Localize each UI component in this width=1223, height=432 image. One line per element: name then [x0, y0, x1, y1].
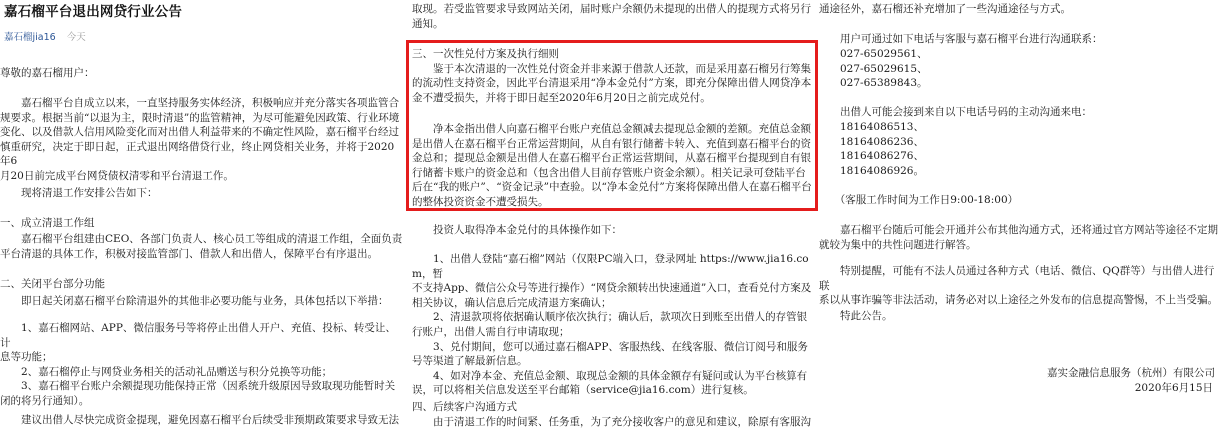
service-phone-list [819, 47, 928, 91]
section-heading: 三、一次性兑付方案及执行细则 [412, 48, 559, 60]
text-line: 由于清退工作的时间紧、任务重，为了充分接收客户的意见和建议，除原有客服沟 [412, 416, 811, 428]
list-item: 闭的将另行通知）。 [0, 394, 90, 407]
section-1-body [0, 232, 402, 261]
list-item: 误，可以将相关信息发送至平台邮箱（service@jia16.com）进行复核。 [412, 384, 754, 397]
text-line: 建议出借人尽快完成资金提现，避免因嘉石榴平台后续受非预期政策要求导致无法 [0, 414, 399, 426]
text-line: 是出借人在嘉石榴平台正常运营期间，从自有银行储蓄卡转入、充值到嘉石榴平台的资 [412, 137, 811, 150]
text-line: 金不遭受损失，并将于即日起至2020年6月20日之前完成兑付。 [412, 91, 711, 104]
caller-phone-list [819, 120, 924, 178]
text-line: 月20日前完成平台网贷债权清零和平台清退工作。 [0, 169, 234, 182]
text-line: 系以从事诈骗等非法活动，请务必对以上途径之外发布的信息提高警惕，不上当受骗。 [819, 294, 1218, 307]
signing-date: 2020年6月15日 [1134, 382, 1213, 394]
text-line: 行储蓄卡账户的资金总和（包含出借人目前存管账户资金余额）。相关记录可登陆平台 [412, 166, 806, 179]
phone-number: 18164086926。 [819, 164, 924, 177]
phone-number: 027-65029561、 [819, 48, 928, 60]
phone-number: 027-65389843。 [819, 77, 928, 90]
page-title: 嘉石榴平台退出网贷行业公告 [4, 4, 183, 20]
text-line: 嘉石榴平台组建由CEO、各部门负责人、核心员工等组成的清退工作组，全面负责 [0, 233, 403, 245]
text-line: 嘉石榴平台自成立以来，一直坚持服务实体经济，积极响应并充分落实各项监管合 [0, 97, 399, 109]
phone-number: 18164086236、 [819, 135, 924, 148]
list-item: 相关协议，确认信息后完成清退方案确认； [412, 296, 612, 309]
text-line: 规要求。根据当前“以退为主，限时清退”的监管精神，为尽可能避免因政策、行业环境 [0, 111, 400, 124]
text-line: 平台清退的具体工作，积极对接监管部门、借款人和出借人，保障平台有序退出。 [0, 247, 378, 260]
list-item: 1、嘉石榴网站、APP、微信服务号等将停止出借人开户、充值、投标、转受让、计 [0, 322, 396, 349]
continued-paragraph [412, 2, 811, 31]
service-hours: （客服工作时间为工作日9:00-18:00） [819, 194, 1019, 206]
list-item: 3、兑付期间，您可以通过嘉石榴APP、客服热线、在线客服、微信订阅号和服务 [412, 340, 808, 353]
text-line: 就较为集中的共性问题进行解答。 [819, 238, 977, 251]
closing-line: 特此公告。 [819, 310, 893, 322]
text-line: 通途径外，嘉石榴还补充增加了一些沟通途径与方式。 [819, 3, 1071, 15]
steps-list [412, 252, 814, 398]
text-line: 的流动性支持资金，因此平台清退采用“净本金兑付”方案，即充分保障出借人网贷净本 [412, 77, 812, 90]
callers-intro: 出借人可能会接到来自以下电话号码的主动沟通来电： [819, 106, 1092, 118]
steps-intro: 投资人取得净本金兑付的具体操作如下： [412, 224, 622, 236]
text-line: 嘉石榴平台随后可能会开通并公布其他沟通方式，还将通过官方网站等途径不定期 [819, 224, 1218, 236]
post-meta [4, 31, 86, 46]
section-heading: 二、关闭平台部分功能 [0, 278, 105, 290]
author-link[interactable]: 嘉石榴jia16 [4, 32, 56, 43]
section-2-intro: 即日起关闭嘉石榴平台除清退外的其他非必要功能与业务，具体包括以下举措： [0, 295, 389, 307]
highlight-box [406, 40, 818, 211]
text-line: 取现。若受监管要求导致网站关闭，届时账户余额仍未提现的出借人的提现方式将另行 [412, 3, 811, 15]
list-item: 4、如对净本金、充值总金额、取现总金额的具体金额存有疑问或认为平台核算有 [412, 369, 808, 382]
section-heading: 四、后续客户沟通方式 [412, 401, 517, 413]
text-line: 后在“我的账户”、“资金记录”中查验。以“净本金兑付”方案将保障出借人在嘉石榴平台 [412, 181, 812, 194]
fraud-warning-paragraph [819, 264, 1223, 308]
text-line: 特别提醒，可能有不法人员通过各种方式（电话、微信、QQ群等）与出借人进行联 [819, 265, 1215, 292]
phone-intro: 用户可通过如下电话与客服与嘉石榴平台进行沟通联系： [819, 33, 1103, 45]
intro-paragraph [0, 96, 404, 184]
list-item: 行账户，出借人需自行申请取现； [412, 325, 570, 338]
list-item: 2、清退款项将依据确认顺序依次执行；确认后，款项次日到账至出借人的存管银 [412, 311, 808, 324]
text-line: 变化、以及借款人信用风险变化而对出借人利益带来的不确定性风险，嘉石榴平台经过 [0, 126, 399, 139]
list-item: 号等渠道了解最新信息。 [412, 355, 528, 368]
announcement-column-left [0, 0, 404, 432]
text-line: 慎重研究，决定于即日起，正式退出网络借贷行业，终止网贷相关业务，并将于2020年6 [0, 140, 395, 168]
signer: 嘉实金融信息服务（杭州）有限公司 [1047, 367, 1215, 379]
arrangement-intro: 现将清退工作安排公告如下： [0, 187, 158, 199]
section-heading: 一、成立清退工作组 [0, 217, 95, 229]
other-channels-paragraph [819, 223, 1218, 252]
phone-number: 18164086513、 [819, 121, 924, 133]
text-line: 鉴于本次清退的一次性兑付资金并非来源于借款人还款，而是采用嘉石榴另行筹集 [412, 62, 811, 75]
list-item: 不支持App、微信公众号等进行操作）“网贷余额转出快速通道”入口，查看兑付方案及 [412, 282, 812, 295]
text-line: 通知。 [412, 17, 444, 30]
post-time: 今天 [66, 32, 86, 43]
announcement-column-right [817, 0, 1223, 432]
phone-number: 18164086276、 [819, 150, 924, 163]
list-item: 息等功能； [0, 351, 53, 364]
section-2-list [0, 321, 404, 409]
list-item: 2、嘉石榴停止与网贷业务相关的活动礼品赠送与积分兑换等功能； [0, 365, 333, 378]
text-line: 净本金指出借人向嘉石榴平台账户充值总金额减去提现总金额的差额。充值总金额 [412, 123, 811, 135]
list-item: 1、出借人登陆“嘉石榴”网站（仅限PC端入口，登录网址 https://www.jia16.com，暂 [412, 253, 809, 280]
text-line: 的整体投资资金不遭受损失。 [412, 195, 549, 208]
list-item: 3、嘉石榴平台账户余额提现功能保持正常（因系统升级原因导致取现功能暂时关 [0, 380, 396, 393]
phone-number: 027-65029615、 [819, 62, 928, 75]
text-line: 金总和；提现总金额是出借人在嘉石榴平台正常运营期间，从嘉石榴平台提现到自有银 [412, 152, 811, 165]
greeting: 尊敬的嘉石榴用户： [0, 67, 95, 79]
